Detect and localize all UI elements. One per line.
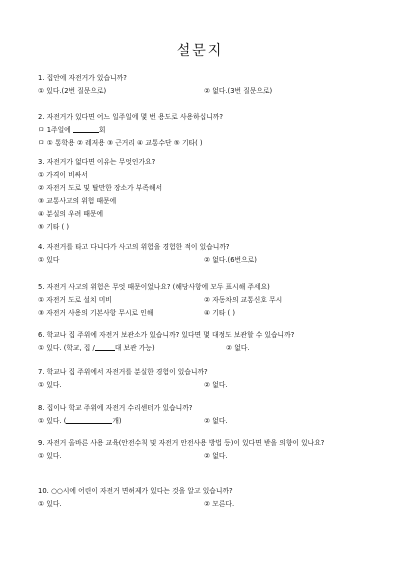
option-yes-suffix: 개) <box>112 417 122 425</box>
option-2[interactable]: ② 자전거 도로 및 탈만한 장소가 부족해서 <box>38 184 163 192</box>
question-6 <box>38 329 374 355</box>
question-text: 10. ○○시에 어린이 자전거 면허제가 있다는 것을 알고 있습니까? <box>38 487 233 495</box>
option-3[interactable]: ③ 자전거 사용의 기본사항 무시로 인해 <box>38 309 154 317</box>
option-no[interactable]: ② 없다. <box>204 452 228 460</box>
option-4[interactable]: ④ 분실의 우려 때문에 <box>38 210 104 218</box>
question-9 <box>38 437 374 463</box>
option-no[interactable]: ② 없다.(3번 질문으로) <box>204 87 273 95</box>
storage-count-blank[interactable] <box>95 342 115 351</box>
option-3[interactable]: ③ 교통사고의 위험 때문에 <box>38 197 117 205</box>
question-10 <box>38 485 374 511</box>
repair-center-count-blank[interactable] <box>66 415 112 424</box>
option-no[interactable]: ② 없다. <box>226 344 250 352</box>
purpose-options[interactable]: ㅁ ① 통학용 ② 레저용 ③ 근거리 ④ 교통수단 ⑤ 기타( ) <box>38 139 203 147</box>
option-1[interactable]: ① 가격이 비싸서 <box>38 171 88 179</box>
question-text: 2. 자전거가 있다면 어느 일주일에 몇 번 용도로 사용하십니까? <box>38 113 223 121</box>
option-no[interactable]: ② 없다. <box>204 417 228 425</box>
option-no[interactable]: ② 없다.(6번으로) <box>204 256 257 264</box>
question-4 <box>38 241 374 267</box>
question-2 <box>38 111 374 150</box>
question-text: 4. 자전거를 타고 다니다가 사고의 위험을 경험한 적이 있습니까? <box>38 243 230 251</box>
question-1 <box>38 72 374 98</box>
question-8 <box>38 402 374 428</box>
times-per-week-blank[interactable] <box>73 124 99 133</box>
times-per-week-label: ㅁ 1주일에 <box>38 126 71 134</box>
times-unit: 회 <box>98 126 106 134</box>
option-yes[interactable]: ① 있다. <box>38 452 62 460</box>
option-yes-suffix: 대 보관 가능) <box>114 344 155 352</box>
question-text: 6. 학교나 집 주위에 자전거 보관소가 있습니까? 있다면 몇 대정도 보관할 수 있습니까? <box>38 331 295 339</box>
question-text: 8. 집이나 학교 주위에 자전거 수리센터가 있습니까? <box>38 404 193 412</box>
option-2[interactable]: ② 자동차의 교통신호 무시 <box>204 296 283 304</box>
option-yes[interactable] <box>38 415 122 428</box>
option-no[interactable]: ② 모른다. <box>204 500 235 508</box>
option-yes[interactable]: ① 있다. <box>38 381 62 389</box>
question-text: 9. 자전거 올바른 사용 교육(안전수칙 및 자전거 안전사용 방법 등)이 있다면 받을 의향이 있나요? <box>38 439 325 447</box>
option-yes-prefix: ① 있다. ( <box>38 417 67 425</box>
option-no[interactable]: ② 없다. <box>204 381 228 389</box>
option-1[interactable]: ① 자전거 도로 설치 미비 <box>38 296 112 304</box>
question-text: 1. 집안에 자전거가 있습니까? <box>38 74 127 82</box>
option-4[interactable]: ④ 기타 ( ) <box>204 309 236 317</box>
option-yes[interactable]: ① 있다 <box>38 256 60 264</box>
question-text: 5. 자전거 사고의 위험은 무엇 때문이었나요? (해당사항에 모두 표시해 주세요) <box>38 283 270 291</box>
option-yes-prefix: ① 있다. (학교, 집 / <box>38 344 95 352</box>
question-text: 7. 학교나 집 주위에서 자전거를 분실한 경험이 있습니까? <box>38 368 208 376</box>
page-title: 설문지 <box>176 43 224 59</box>
question-3 <box>38 156 374 234</box>
option-yes[interactable]: ① 있다.(2번 질문으로) <box>38 87 107 95</box>
question-5 <box>38 281 374 320</box>
option-5[interactable]: ⑤ 기타 ( ) <box>38 223 70 231</box>
option-yes[interactable]: ① 있다. <box>38 500 62 508</box>
option-yes[interactable] <box>38 342 155 355</box>
question-text: 3. 자전거가 없다면 이유는 무엇인가요? <box>38 158 156 166</box>
question-7 <box>38 366 374 392</box>
